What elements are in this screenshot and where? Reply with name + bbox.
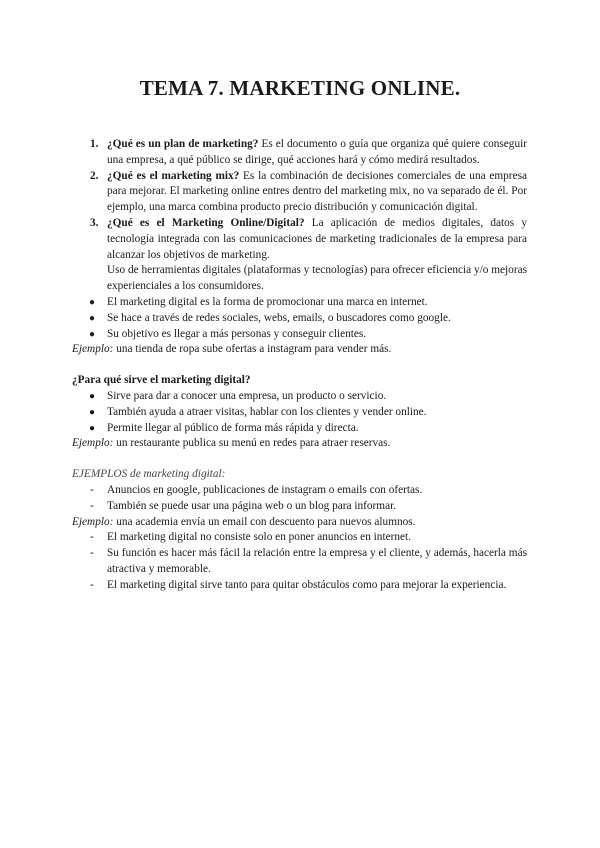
dash-item — [72, 546, 527, 578]
example-text: una tienda de ropa sube ofertas a instagram para vender más. — [113, 343, 392, 356]
item-number: 3. — [90, 216, 99, 229]
bullet-marker: ● — [89, 296, 96, 308]
dash-marker: - — [90, 483, 94, 496]
bullet-text: Sirve para dar a conocer una empresa, un producto o servicio. — [107, 389, 387, 402]
bullet-text: También ayuda a atraer visitas, hablar con los clientes y vender online. — [107, 405, 427, 418]
dash-text: También se puede usar una página web o un blog para informar. — [107, 499, 397, 512]
numbered-item-3-extra: Uso de herramientas digitales (plataformas y tecnologías) para ofrecer eficiencia y/o mejoras experienciales a los consumidores. — [107, 264, 527, 293]
example-label: Ejemplo: — [72, 515, 114, 528]
item-answer: Es el documento o guía que organiza qué quiere conseguir una empresa, a qué público se dirige, qué acciones hará y cómo medirá resultados. — [107, 138, 527, 166]
dash-text: El marketing digital no consiste solo en poner anuncios en internet. — [107, 531, 412, 544]
item-question: ¿Qué es el marketing mix? — [107, 169, 240, 182]
bullet-item — [72, 389, 527, 405]
bullet-item — [72, 295, 527, 311]
item-question: ¿Qué es el Marketing Online/Digital? — [107, 216, 305, 229]
bullet-text: El marketing digital es la forma de promocionar una marca en internet. — [107, 295, 428, 308]
dash-marker: - — [90, 499, 94, 512]
dash-item — [72, 499, 527, 515]
bullet-item — [72, 421, 527, 437]
example-line — [72, 342, 527, 358]
bullet-marker: ● — [89, 422, 96, 434]
numbered-item-3 — [72, 216, 527, 263]
example-label: Ejemplo: — [72, 437, 114, 450]
bullet-text: Se hace a través de redes sociales, webs, emails, o buscadores como google. — [107, 311, 451, 324]
bullet-item — [72, 311, 527, 327]
bullet-text: Su objetivo es llegar a más personas y conseguir clientes. — [107, 327, 367, 340]
dash-item — [72, 530, 527, 546]
dash-item — [72, 578, 527, 594]
item-question: ¿Qué es un plan de marketing? — [107, 138, 259, 150]
bullet-marker: ● — [89, 312, 96, 324]
page-title: TEMA 7. MARKETING ONLINE. — [139, 76, 461, 100]
example-text: un restaurante publica su menú en redes para atraer reservas. — [113, 437, 391, 450]
dash-text: Anuncios en google, publicaciones de instagram o emails con ofertas. — [107, 483, 423, 496]
numbered-item-2 — [72, 169, 527, 216]
item-number: 1. — [90, 138, 99, 150]
example-text: una academia envía un email con descuento para nuevos alumnos. — [113, 515, 416, 528]
dash-item — [72, 483, 527, 499]
bullet-text: Permite llegar al público de forma más rápida y directa. — [107, 421, 359, 434]
example-line — [72, 436, 527, 452]
section-heading-examples: EJEMPLOS de marketing digital: — [72, 468, 226, 481]
dash-text: El marketing digital sirve tanto para quitar obstáculos como para mejorar la experiencia. — [107, 578, 507, 591]
example-line — [72, 515, 527, 531]
dash-marker: - — [90, 547, 94, 560]
bullet-item — [72, 327, 527, 343]
bullet-marker: ● — [89, 406, 96, 418]
item-answer: La aplicación de medios digitales, datos y tecnología integrada con las comunicaciones de marketing tradicionales de la empresa para alcanzar los objetivos de marketing. — [107, 216, 527, 261]
section-heading-uses: ¿Para qué sirve el marketing digital? — [72, 374, 251, 387]
bullet-marker: ● — [89, 390, 96, 402]
dash-marker: - — [90, 578, 94, 591]
numbered-item-1 — [72, 137, 527, 169]
example-label: Ejemplo: — [72, 343, 114, 356]
item-answer: Es la combinación de decisiones comerciales de una empresa para mejorar. El marketing online entres dentro del marketing mix, no va separado de él. Por ejemplo, una marca combina producto precio distribución y comunicación digital. — [107, 169, 527, 214]
dash-marker: - — [90, 531, 94, 544]
bullet-marker: ● — [89, 328, 96, 340]
bullet-item — [72, 405, 527, 421]
document-body — [72, 137, 527, 594]
item-number: 2. — [90, 169, 99, 182]
dash-text: Su función es hacer más fácil la relación entre la empresa y el cliente, y además, hacerla más atractiva y memorable. — [107, 547, 527, 575]
